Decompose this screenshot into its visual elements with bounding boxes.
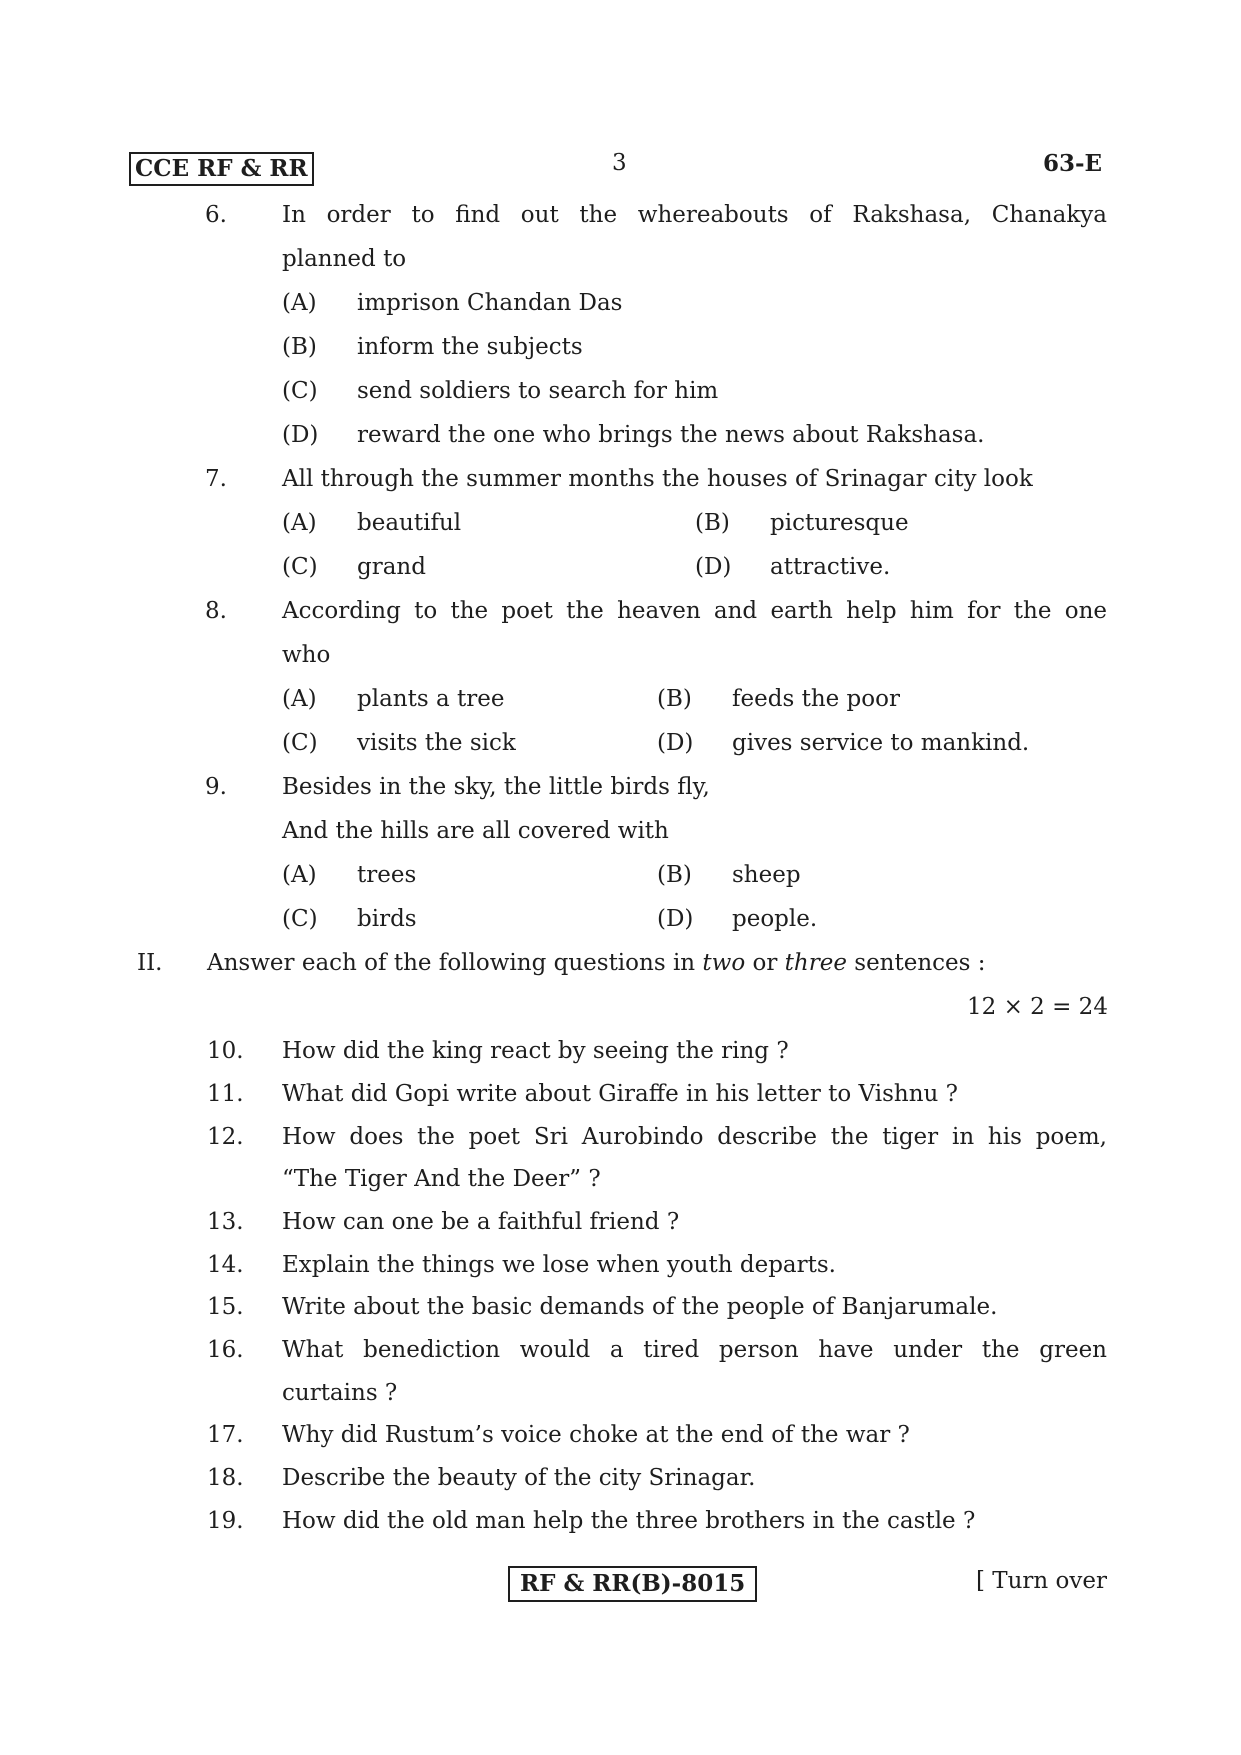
q6-option-c: send soldiers to search for him	[357, 378, 719, 404]
page-number: 3	[612, 150, 627, 176]
q8-option-c: visits the sick	[357, 730, 516, 756]
instruction-part-end: sentences :	[846, 950, 986, 976]
instruction-part-two: two	[702, 950, 746, 976]
q9-stem-line2: And the hills are all covered with	[282, 818, 669, 844]
q6-option-a: imprison Chandan Das	[357, 290, 623, 316]
q6-option-d: reward the one who brings the news about Rakshasa.	[357, 422, 985, 448]
q7-option-c: grand	[357, 554, 426, 580]
q9-number: 9.	[205, 774, 227, 800]
q6-option-c-label: (C)	[282, 378, 318, 404]
q19-number: 19.	[207, 1508, 244, 1534]
q8-option-a-label: (A)	[282, 686, 317, 712]
q17-text: Why did Rustum’s voice choke at the end of the war ?	[282, 1422, 910, 1448]
q13-text: How can one be a faithful friend ?	[282, 1209, 680, 1235]
q8-option-d: gives service to mankind.	[732, 730, 1030, 756]
q9-option-d-label: (D)	[657, 906, 694, 932]
q7-stem: All through the summer months the houses of Srinagar city look	[282, 466, 1033, 492]
q6-stem-line2: planned to	[282, 246, 407, 272]
q10-number: 10.	[207, 1038, 244, 1064]
q12-text-line1: How does the poet Sri Aurobindo describe the tiger in his poem,	[282, 1124, 1107, 1150]
q9-option-b-label: (B)	[657, 862, 692, 888]
q8-option-a: plants a tree	[357, 686, 505, 712]
turn-over-note: [ Turn over	[975, 1568, 1107, 1594]
q6-number: 6.	[205, 202, 227, 228]
q7-option-b-label: (B)	[695, 510, 730, 536]
q7-option-a: beautiful	[357, 510, 462, 536]
q9-option-d: people.	[732, 906, 818, 932]
instruction-part-a: Answer each of the following questions in	[207, 950, 703, 976]
footer-code-box: RF & RR(B)-8015	[508, 1566, 757, 1602]
q6-option-a-label: (A)	[282, 290, 317, 316]
q6-option-b: inform the subjects	[357, 334, 583, 360]
instruction-part-or: or	[745, 950, 785, 976]
q15-number: 15.	[207, 1294, 244, 1320]
q18-text: Describe the beauty of the city Srinagar.	[282, 1465, 756, 1491]
paper-code: 63-E	[1043, 150, 1103, 177]
q11-text: What did Gopi write about Giraffe in his letter to Vishnu ?	[282, 1081, 958, 1107]
q11-number: 11.	[207, 1081, 244, 1107]
q7-option-a-label: (A)	[282, 510, 317, 536]
q9-option-a: trees	[357, 862, 417, 888]
q9-stem-line1: Besides in the sky, the little birds fly,	[282, 774, 710, 800]
section-marks: 12 × 2 = 24	[967, 994, 1108, 1020]
q7-option-d: attractive.	[770, 554, 891, 580]
q19-text: How did the old man help the three brothers in the castle ?	[282, 1508, 976, 1534]
header-exam-box: CCE RF & RR	[129, 152, 314, 186]
instruction-part-three: three	[784, 950, 847, 976]
q8-option-b-label: (B)	[657, 686, 692, 712]
q16-number: 16.	[207, 1337, 244, 1363]
q8-number: 8.	[205, 598, 227, 624]
q14-text: Explain the things we lose when youth departs.	[282, 1252, 836, 1278]
q9-option-a-label: (A)	[282, 862, 317, 888]
q7-option-c-label: (C)	[282, 554, 318, 580]
q7-option-d-label: (D)	[695, 554, 732, 580]
q8-stem-line1: According to the poet the heaven and earth help him for the one	[282, 598, 1107, 624]
q12-text-line2: “The Tiger And the Deer” ?	[282, 1166, 601, 1192]
q8-stem-line2: who	[282, 642, 331, 668]
q13-number: 13.	[207, 1209, 244, 1235]
q12-number: 12.	[207, 1124, 244, 1150]
q9-option-c-label: (C)	[282, 906, 318, 932]
q6-option-d-label: (D)	[282, 422, 319, 448]
q9-option-c: birds	[357, 906, 417, 932]
q16-text-line1: What benediction would a tired person have under the green	[282, 1337, 1107, 1363]
q8-option-d-label: (D)	[657, 730, 694, 756]
q7-number: 7.	[205, 466, 227, 492]
q7-option-b: picturesque	[770, 510, 909, 536]
q16-text-line2: curtains ?	[282, 1380, 398, 1406]
q9-option-b: sheep	[732, 862, 801, 888]
q8-option-c-label: (C)	[282, 730, 318, 756]
q10-text: How did the king react by seeing the ring ?	[282, 1038, 789, 1064]
q6-stem-line1: In order to find out the whereabouts of Rakshasa, Chanakya	[282, 202, 1107, 228]
q14-number: 14.	[207, 1252, 244, 1278]
q8-option-b: feeds the poor	[732, 686, 900, 712]
q15-text: Write about the basic demands of the people of Banjarumale.	[282, 1294, 998, 1320]
q18-number: 18.	[207, 1465, 244, 1491]
q17-number: 17.	[207, 1422, 244, 1448]
section-instruction	[207, 950, 986, 976]
q6-option-b-label: (B)	[282, 334, 317, 360]
section-numeral: II.	[137, 950, 163, 976]
